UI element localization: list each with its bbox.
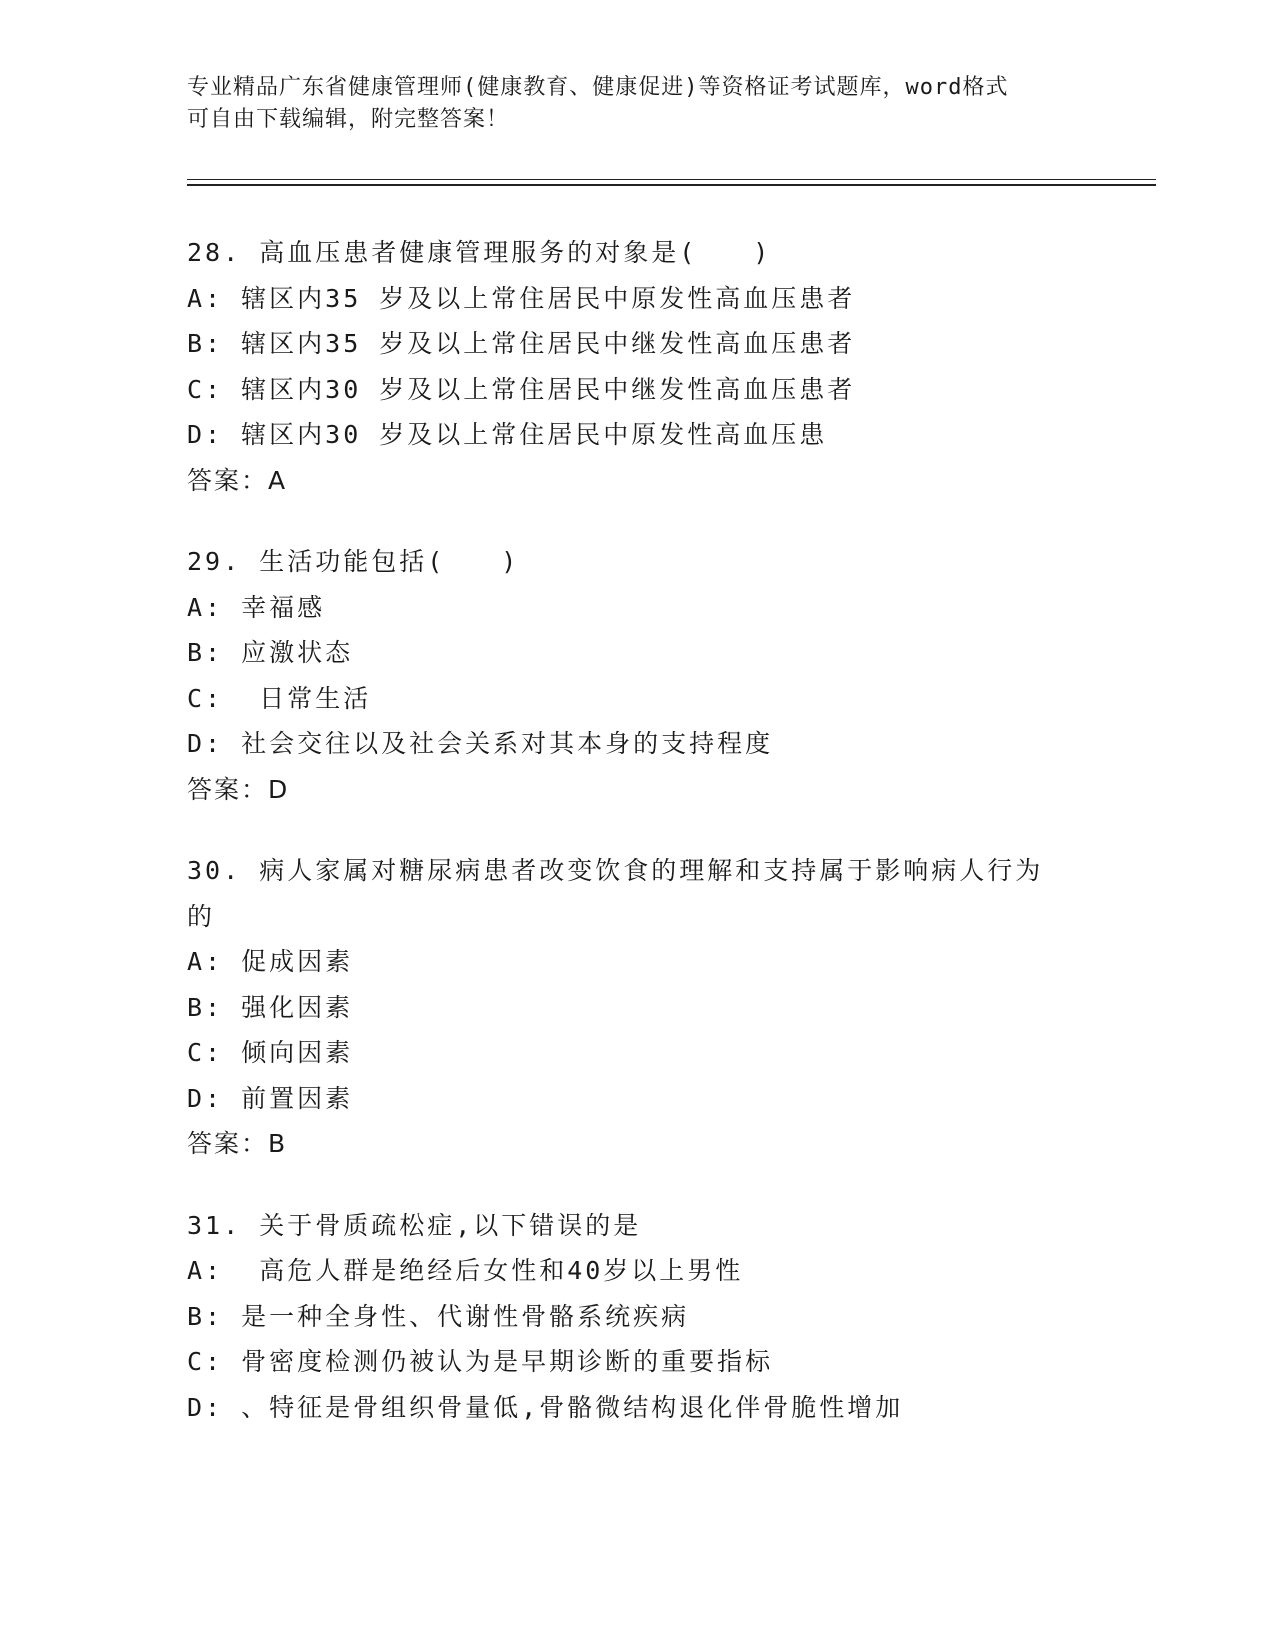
document-header: [187, 72, 1087, 136]
question-title: 31. 关于骨质疏松症,以下错误的是: [187, 1210, 642, 1240]
question-list: [187, 230, 1087, 1466]
option-c: C: 日常生活: [187, 683, 372, 713]
header-divider-thin: [187, 179, 1156, 180]
option-b: B: 是一种全身性、代谢性骨骼系统疾病: [187, 1301, 690, 1331]
question-30: [187, 848, 1087, 1167]
question-31: [187, 1203, 1087, 1431]
header-divider-thick: [187, 184, 1156, 186]
header-line-1: 专业精品广东省健康管理师(健康教育、健康促进)等资格证考试题库，word格式: [187, 75, 1009, 100]
option-b: B: 辖区内35 岁及以上常住居民中继发性高血压患者: [187, 329, 856, 358]
answer: 答案：B: [187, 1129, 288, 1158]
answer: 答案：D: [187, 774, 290, 804]
option-a: A: 幸福感: [187, 592, 326, 622]
option-d: D: 社会交往以及社会关系对其本身的支持程度: [187, 729, 774, 758]
question-29: [187, 539, 1087, 812]
question-title: 28. 高血压患者健康管理服务的对象是( ): [187, 238, 772, 267]
option-a: A: 辖区内35 岁及以上常住居民中原发性高血压患者: [187, 283, 856, 313]
option-a: A: 促成因素: [187, 947, 354, 976]
question-28: [187, 230, 1087, 503]
option-c: C: 骨密度检测仍被认为是早期诊断的重要指标: [187, 1347, 774, 1376]
header-line-2: 可自由下载编辑，附完整答案！: [187, 107, 510, 132]
question-title: 29. 生活功能包括( ): [187, 547, 520, 576]
option-c: C: 辖区内30 岁及以上常住居民中继发性高血压患者: [187, 374, 856, 404]
option-b: B: 应激状态: [187, 638, 354, 667]
option-a: A: 高危人群是绝经后女性和40岁以上男性: [187, 1256, 744, 1285]
answer: 答案：A: [187, 465, 288, 495]
option-b: B: 强化因素: [187, 992, 354, 1022]
option-d: D: 、特征是骨组织骨量低,骨骼微结构退化伴骨脆性增加: [187, 1392, 904, 1422]
question-title: 30. 病人家属对糖尿病患者改变饮食的理解和支持属于影响病人行为的: [187, 856, 1044, 931]
option-c: C: 倾向因素: [187, 1038, 354, 1067]
option-d: D: 辖区内30 岁及以上常住居民中原发性高血压患: [187, 420, 828, 449]
option-d: D: 前置因素: [187, 1083, 354, 1113]
